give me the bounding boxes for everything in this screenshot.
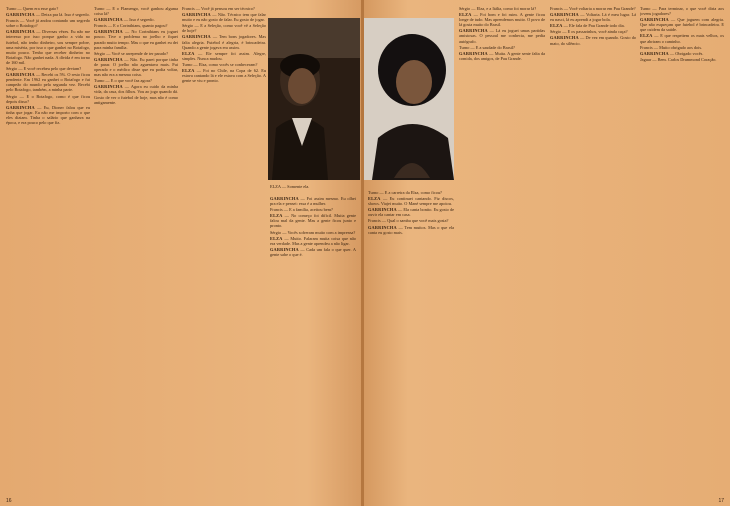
paragraph (182, 62, 266, 67)
paragraph-text: — Muita. A gente sente falta da comida, dos amigos, de Pau Grande. (459, 50, 545, 61)
paragraph (182, 68, 266, 83)
paragraph-text: — Não. Eu parei porque tinha de parar. O joelho não aguentava mais. Fui operado e o médico disse que eu podia voltar, mas não era a mesma coisa. (94, 56, 178, 78)
speaker-name: GARRINCHA (550, 12, 579, 18)
paragraph-text: — Isso é segredo. (123, 17, 155, 23)
paragraph (368, 207, 454, 217)
paragraph (640, 57, 724, 62)
left-column-3 (182, 6, 266, 492)
paragraph-text: — Tem muitos. Mas o que ela canta eu gosto mais. (368, 224, 454, 235)
paragraph-text: Sérgio — E os passarinhos, você ainda caça? (550, 29, 628, 35)
paragraph-text: — Foi bom e foi ruim. A gente ficou longe de tudo. Mas aprendemos muito. O povo de lá gosta muito do Brasil. (459, 12, 545, 28)
paragraph (6, 18, 90, 28)
paragraph-text: — Diversas vêzes. Eu não me interesso por isso porque ganho a vida no futebol, não tenho dinheiro, sou sempre pobre, uma miséria, por isso o que ganhei no Botafogo, muito pouco. Tenho que receber dinheiro no Botafogo. Não ganhei nada. A dívida é em torno de 160 mil. (6, 29, 90, 65)
speaker-name: GARRINCHA (6, 104, 35, 110)
speaker-name: ELZA (270, 235, 283, 241)
paragraph (94, 6, 178, 16)
paragraph (550, 6, 636, 11)
speaker-name: ELZA (640, 33, 653, 39)
speaker-name: ELZA (182, 68, 195, 74)
paragraph-text: — Lá eu joguei umas partidas amistosas. O pessoal me conhecia, me pedia autógrafo. (459, 28, 545, 44)
paragraph (270, 247, 356, 257)
paragraph (94, 29, 178, 49)
paragraph-text: Francis — Você já andou contando um segredo sobre o Botafogo? (6, 18, 90, 29)
paragraph-text: Turno — Quem era esse gaio? (6, 6, 59, 11)
paragraph-text: Francis — E a família, aceitou bem? (270, 207, 333, 213)
paragraph (182, 34, 266, 49)
paragraph-text: Turno — Elza, como vocês se conheceram? (182, 61, 258, 67)
paragraph-text: Turno — Para terminar, o que você diria aos jovens jogadores? (640, 6, 724, 17)
paragraph (368, 218, 454, 223)
paragraph (459, 51, 545, 61)
left-column-2 (94, 6, 178, 492)
paragraph (368, 196, 454, 206)
paragraph-text: — Agora eu cuido da minha vida, da casa, dos filhos. Vou ao jogo quando dá. Gosto de ver o futebol de hoje, mas não é como antigamente. (94, 84, 178, 105)
speaker-name: GARRINCHA (94, 17, 123, 23)
paragraph (550, 23, 636, 28)
paragraph-text: Francis — E o Corinthians, quanto pagou? (94, 23, 168, 29)
paragraph-text: Sérgio — Elza, e a Itália, como foi morar lá? (459, 6, 537, 11)
paragraph-text: — Eu, Dioner falou que eu tinha que jogar. Eu não me importo com o que eles diziam. Tinha o salário que ganhava na época, e era pouco pelo que fiz. (6, 104, 90, 125)
paragraph-text: Sérgio — Vocês sofreram muito com a imprensa? (270, 229, 356, 235)
paragraph (640, 45, 724, 50)
paragraph-text: — Tem bons jogadores. Mas falta alegria. Futebol é alegria, é brincadeira. Quando a gente jogava era assim. (182, 34, 266, 50)
speaker-name: GARRINCHA (94, 29, 123, 35)
paragraph (182, 12, 266, 22)
paragraph (270, 196, 356, 206)
speaker-name: GARRINCHA (182, 34, 211, 40)
paragraph (94, 23, 178, 28)
paragraph-text: Turno — E o Flamengo, você ganhou alguma coisa lá? (94, 6, 178, 17)
photo-garrincha-and-elza (268, 18, 360, 180)
paragraph (550, 35, 636, 45)
paragraph (459, 45, 545, 50)
paragraph-text: — Deixa pra lá. Isso é segredo. (35, 12, 90, 18)
speaker-name: ELZA (459, 12, 472, 18)
paragraph-text: Sérgio — E você recebeu pelo que deviam? (6, 66, 82, 72)
paragraph-text: — No começo foi difícil. Muita gente falou mal da gente. Mas a gente ficou junto e pronto. (270, 213, 356, 229)
speaker-name: GARRINCHA (640, 50, 669, 56)
paragraph-text: Francis — Qual o samba que você mais gosta? (368, 218, 449, 224)
paragraph (182, 51, 266, 61)
right-column-2 (459, 6, 545, 492)
right-column-4 (640, 6, 724, 492)
speaker-name: GARRINCHA (550, 35, 579, 41)
paragraph-text: — Não. Técnico tem que falar muito e eu não gosto de falar. Eu gosto de jogar. (182, 12, 266, 23)
paragraph-text: — Obrigado vocês. (669, 50, 704, 56)
paragraph (459, 12, 545, 27)
speaker-name: ELZA (550, 23, 563, 29)
speaker-name: GARRINCHA (368, 207, 397, 213)
paragraph (640, 33, 724, 43)
paragraph (6, 94, 90, 104)
speaker-name: GARRINCHA (459, 50, 488, 56)
paragraph (550, 29, 636, 34)
paragraph (550, 12, 636, 22)
paragraph (94, 17, 178, 22)
right-page (364, 0, 730, 506)
paragraph-text: — E que respeitem os mais velhos, os que abriram o caminho. (640, 33, 724, 44)
paragraph (6, 6, 90, 11)
paragraph (182, 23, 266, 33)
paragraph (94, 84, 178, 104)
speaker-name: GARRINCHA (6, 12, 35, 18)
right-column-3 (550, 6, 636, 492)
speaker-name: ELZA (368, 196, 381, 202)
paragraph-text: Francis — Você voltaria a morar em Pau Grande? (550, 6, 636, 11)
paragraph-text: Turno — E a carreira da Elza, como ficou? (368, 190, 442, 195)
speaker-name: GARRINCHA (270, 246, 299, 252)
paragraph-text: — No Corinthians eu joguei pouco. Tive o problema no joelho e fiquei parado muito tempo. Mas o que eu ganhei eu dei para minha família. (94, 29, 178, 50)
paragraph-text: Sérgio — Você se arrepende de ter parado? (94, 50, 169, 56)
left-column-1 (6, 6, 90, 492)
paragraph-text: — Foi assim mesmo. Eu olhei pra ela e pensei: essa é a mulher. (270, 196, 356, 207)
left-page (0, 0, 362, 506)
paragraph-text: — Voltaria. Lá é meu lugar. Lá eu nasci, lá eu aprendi a jogar bola. (550, 12, 636, 23)
paragraph (270, 236, 356, 246)
paragraph-text: — Eu continuei cantando. Fiz discos, shows. Viajei muito. O Mané sempre me apoiou. (368, 196, 454, 207)
paragraph-text: — Ele sempre foi assim. Alegre, simples. Nunca mudou. (182, 50, 266, 61)
paragraph-text: — Muito. Falaram muita coisa que não era verdade. Mas a gente aprendeu a não ligar. (270, 235, 356, 246)
paragraph (459, 6, 545, 11)
paragraph-text: — Cada um fala o que quer. A gente sabe o que é. (270, 246, 356, 257)
right-column-1 (368, 190, 454, 492)
paragraph (640, 51, 724, 56)
speaker-name: GARRINCHA (182, 12, 211, 18)
paragraph-text: — De vez em quando. Gosto do mato, do silêncio. (550, 35, 636, 46)
speaker-name: ELZA (270, 213, 283, 219)
speaker-name: GARRINCHA (459, 28, 488, 34)
speaker-name: GARRINCHA (6, 29, 35, 35)
paragraph (368, 190, 454, 195)
paragraph-text: Francis — Muito obrigado aos dois. (640, 44, 703, 50)
paragraph (270, 213, 356, 228)
photo-elza (364, 18, 454, 180)
paragraph (94, 57, 178, 77)
paragraph (6, 12, 90, 17)
paragraph-text: Sérgio — E a Seleção, como você vê a Seleção de hoje? (182, 23, 266, 34)
paragraph (94, 51, 178, 56)
paragraph (6, 29, 90, 65)
paragraph (368, 225, 454, 235)
paragraph (182, 6, 266, 11)
page-number-left: 16 (6, 498, 12, 504)
paragraph-text: — Recebi os 5%. O resto ficou pendente. Em 1962 eu ganhei o Botafogo e fui campeão do mundo pela segunda vez. Recebi pelo Botafogo, também, a minha parte. (6, 72, 90, 93)
paragraph (94, 78, 178, 83)
left-column-4 (270, 196, 356, 492)
speaker-name: GARRINCHA (640, 17, 669, 23)
paragraph-text: — Que joguem com alegria. Que não esqueçam que futebol é brincadeira. E que cuidem da saúde. (640, 17, 724, 33)
speaker-name: ELZA (182, 50, 195, 56)
photo-caption: ELZA — Somente ela. (270, 184, 310, 189)
paragraph (6, 105, 90, 125)
paragraph (270, 207, 356, 212)
speaker-name: GARRINCHA (94, 56, 123, 62)
paragraph-text: Jaguar — Bem. Carlos Drummond Coração. (640, 56, 717, 62)
speaker-name: GARRINCHA (94, 84, 123, 90)
paragraph-text: Sérgio — E o Botafogo, como é que ficou depois disso? (6, 93, 90, 104)
paragraph-text: Turno — E a saudade do Brasil? (459, 44, 515, 50)
paragraph-text: — Ele fala de Pau Grande todo dia. (563, 23, 625, 29)
paragraph-text: Francis — Você já pensou em ser técnico? (182, 6, 255, 11)
paragraph-text: — Ela canta bonito. Eu gosto de ouvir ela cantar em casa. (368, 207, 454, 218)
speaker-name: GARRINCHA (6, 72, 35, 78)
paragraph (6, 66, 90, 71)
paragraph (6, 72, 90, 92)
paragraph (459, 28, 545, 43)
paragraph-text: — Foi no Chile, na Copa de 62. Eu estava cantando lá e ele estava com a Seleção. A gente se viu e pronto. (182, 68, 266, 84)
paragraph (270, 230, 356, 235)
speaker-name: GARRINCHA (270, 196, 299, 201)
speaker-name: GARRINCHA (368, 224, 397, 230)
paragraph (640, 6, 724, 16)
paragraph-text: Turno — E o que você faz agora? (94, 78, 152, 84)
page-number-right: 17 (718, 498, 724, 504)
paragraph (640, 17, 724, 32)
